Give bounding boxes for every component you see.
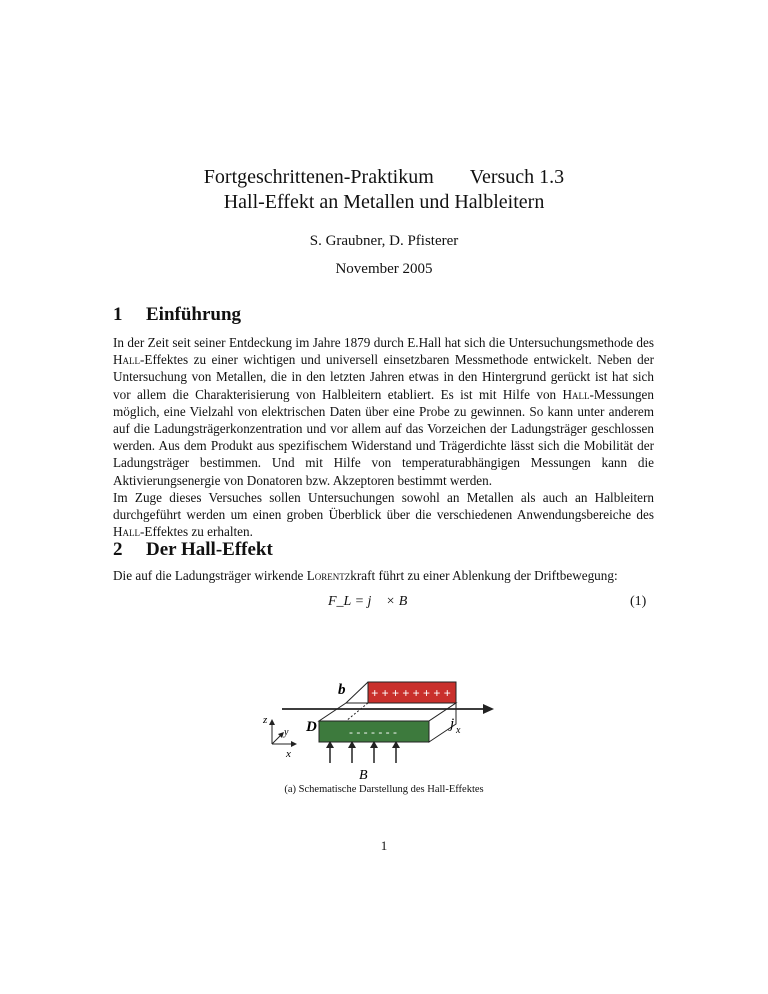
page-number: 1	[380, 838, 388, 853]
label-j: j	[450, 716, 455, 732]
section-heading-1	[113, 304, 241, 326]
minus-signs: - - - - - - -	[349, 725, 397, 739]
section-heading-2	[113, 539, 273, 561]
paragraph: Im Zuge dieses Versuches sollen Untersuchungen sowohl an Metallen als auch an Halbleitern durchgeführt werden um einen groben Überblick über die verschiedenen Anwendungsbereiche des Hall-Effektes zu erhalten.	[113, 489, 654, 540]
label-z: z	[263, 714, 268, 726]
equation-number: (1)	[630, 594, 647, 609]
label-B: B	[359, 768, 368, 783]
document-title	[0, 165, 768, 189]
slab-edge	[346, 682, 368, 703]
section-number: 1	[113, 304, 123, 325]
section-2-body: Die auf die Ladungsträger wirkende Lorentzkraft führt zu einer Ablenkung der Driftbewegung:	[113, 568, 618, 583]
section-title: Einführung	[146, 304, 242, 325]
label-jx-sub: x	[456, 725, 461, 736]
label-D: D	[306, 719, 317, 735]
hall-effect-figure	[258, 665, 498, 785]
section-number: 2	[113, 539, 123, 560]
authors: S. Graubner, D. Pfisterer	[309, 233, 459, 249]
equation: F_L = j⃗ × B⃗	[328, 594, 419, 609]
title-experiment: Versuch 1.3	[469, 166, 565, 188]
date: November 2005	[335, 261, 433, 277]
label-x: x	[286, 748, 291, 760]
document-subtitle: Hall-Effekt an Metallen und Halbleitern	[223, 191, 545, 213]
section-title: Der Hall-Effekt	[146, 539, 273, 560]
section-1-body	[113, 334, 654, 540]
title-course: Fortgeschrittenen-Praktikum	[203, 166, 434, 188]
current-arrowhead	[483, 704, 494, 714]
figure-caption: (a) Schematische Darstellung des Hall-Effektes	[284, 784, 484, 795]
magnetic-field-arrows	[326, 741, 400, 763]
paragraph: In der Zeit seit seiner Entdeckung im Jahre 1879 durch E.Hall hat sich die Untersuchungsmethode des Hall-Effektes zu einer wichtigen und universell einsetzbaren Messmethode entwickelt. Neben der Untersuchung von Metallen, die in den letzten Jahren etwas in den Hintergrund gerückt ist hat sich vor allem die Charakterisierung von Halbleitern etabliert. Es ist mit Hilfe von Hall-Messungen möglich, eine Vielzahl von elektrischen Daten über eine Probe zu gewinnen. So kann unter anderem auf die Ladungsträgerkonzentration und vor allem auf das Vorzeichen der Ladungsträger geschlossen werden. Aus dem Produkt aus spezifischem Widerstand und Trägerdichte lässt sich die Mobilität der Ladungsträger bestimmen. Und mit Hilfe von temperaturabhängigen Messungen kann die Aktivierungsenergie von Donatoren bzw. Akzeptoren bestimmt werden.	[113, 335, 654, 488]
label-y: y	[284, 727, 289, 738]
label-b: b	[338, 682, 346, 698]
plus-signs: + + + + + + + +	[371, 686, 451, 700]
